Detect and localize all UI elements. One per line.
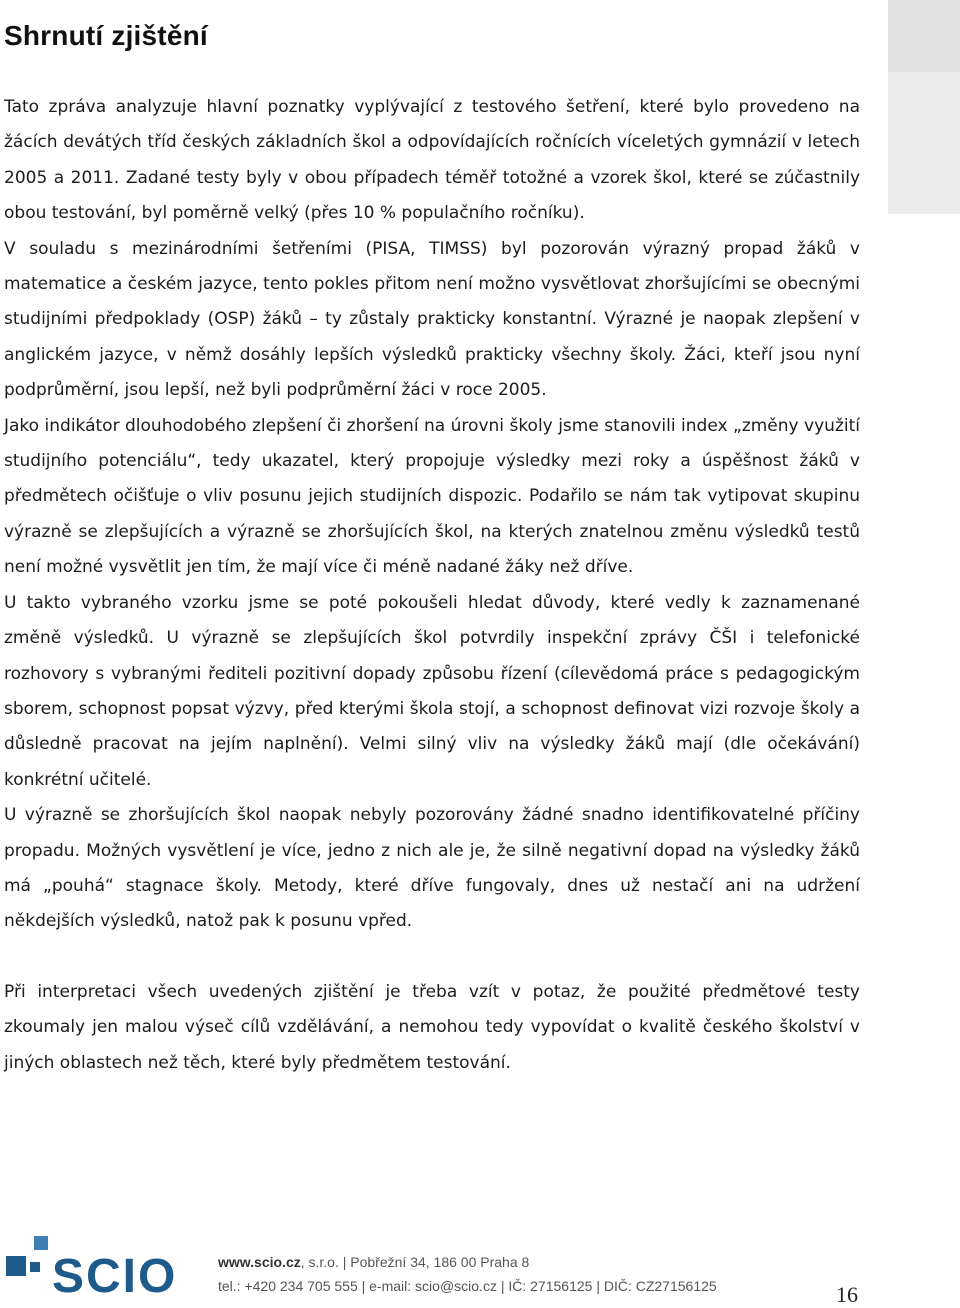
logo-text: SCIO (52, 1250, 178, 1298)
footer-address-line (218, 1250, 717, 1274)
paragraph-declining-schools: U výrazně se zhoršujících škol naopak nebyly pozorovány žádné snadno identifikovatelné příčiny propadu. Možných vysvětlení je více, jedno z nich ale je, že silně negativní dopad na výsledky žáků má „pouhá“ stagnace školy. Metody, které dříve fungovaly, dnes už nestačí ani na udržení někdejších výsledků, natož pak k posunu vpřed. (4, 805, 860, 932)
paragraph-intro: Tato zpráva analyzuje hlavní poznatky vyplývající z testového šetření, které bylo provedeno na žácích devátých tříd českých základních škol a odpovídajících ročnících víceletých gymnázií v letech 2005 a 2011. Zadané testy byly v obou případech téměř totožné a vzorek škol, které se zúčastnily obou testování, byl poměrně velký (přes 10 % populačního ročníku). (4, 97, 860, 224)
paragraph-improving-schools: U takto vybraného vzorku jsme se poté pokoušeli hledat důvody, které vedly k zaznamenané změně výsledků. U výrazně se zlepšujících škol potvrdily inspekční zprávy ČŠI i telefonické rozhovory s vybranými řediteli pozitivní dopady způsobu řízení (cílevědomá práce s pedagogickým sborem, schopnost popsat výzvy, před kterými škola stojí, a schopnost definovat vizi rozvoje školy a důsledně pracovat na jejím naplnění). Velmi silný vliv na výsledky žáků mají (dle očekávání) konkrétní učitelé. (4, 592, 860, 790)
page-title: Shrnutí zjištění (4, 20, 208, 51)
logo-square-large (6, 1256, 26, 1276)
logo-square-tiny (30, 1262, 40, 1272)
corner-decoration-top (888, 0, 960, 72)
paragraph-index: Jako indikátor dlouhodobého zlepšení či zhoršení na úrovni školy jsme stanovili index „změny využití studijního potenciálu“, tedy ukazatel, který propojuje výsledky mezi roky a úspěšnost žáků v předmětech očišťuje o vliv posunu jejich studijních dispozic. Podařilo se nám tak vytipovat skupinu výrazně se zlepšujících a výrazně se zhoršujících škol, na kterých znatelnou změnu výsledků testů není možné vysvětlit jen tím, že mají více či méně nadané žáky než dříve. (4, 415, 860, 578)
footer-address: , s.r.o. | Pobřežní 34, 186 00 Praha 8 (300, 1254, 530, 1270)
logo-square-small (34, 1236, 48, 1250)
footer-website[interactable]: www.scio.cz (218, 1254, 301, 1270)
scio-logo (6, 1232, 196, 1298)
footer-contact (218, 1250, 717, 1298)
paragraph-interpretation: Při interpretaci všech uvedených zjištění je třeba vzít v potaz, že použité předmětové testy zkoumaly jen malou výseč cílů vzdělávání, a nemohou tedy vypovídat o kvalitě českého školství v jiných oblastech než těch, které byly předmětem testování. (4, 981, 860, 1073)
document-body (4, 90, 860, 1081)
footer-contact-line: tel.: +420 234 705 555 | e-mail: scio@scio.cz | IČ: 27156125 | DIČ: CZ27156125 (218, 1278, 717, 1294)
paragraph-decline: V souladu s mezinárodními šetřeními (PISA, TIMSS) byl pozorován výrazný propad žáků v matematice a českém jazyce, tento pokles přitom není možno vysvětlovat zhoršujícími se obecnými studijními předpoklady (OSP) žáků – ty zůstaly prakticky konstantní. Výrazné je naopak zlepšení v anglickém jazyce, v němž dosáhly lepších výsledků prakticky všechny školy. Žáci, kteří jsou nyní podprůměrní, jsou lepší, než byli podprůměrní žáci v roce 2005. (4, 238, 860, 401)
page-number: 16 (836, 1282, 858, 1307)
